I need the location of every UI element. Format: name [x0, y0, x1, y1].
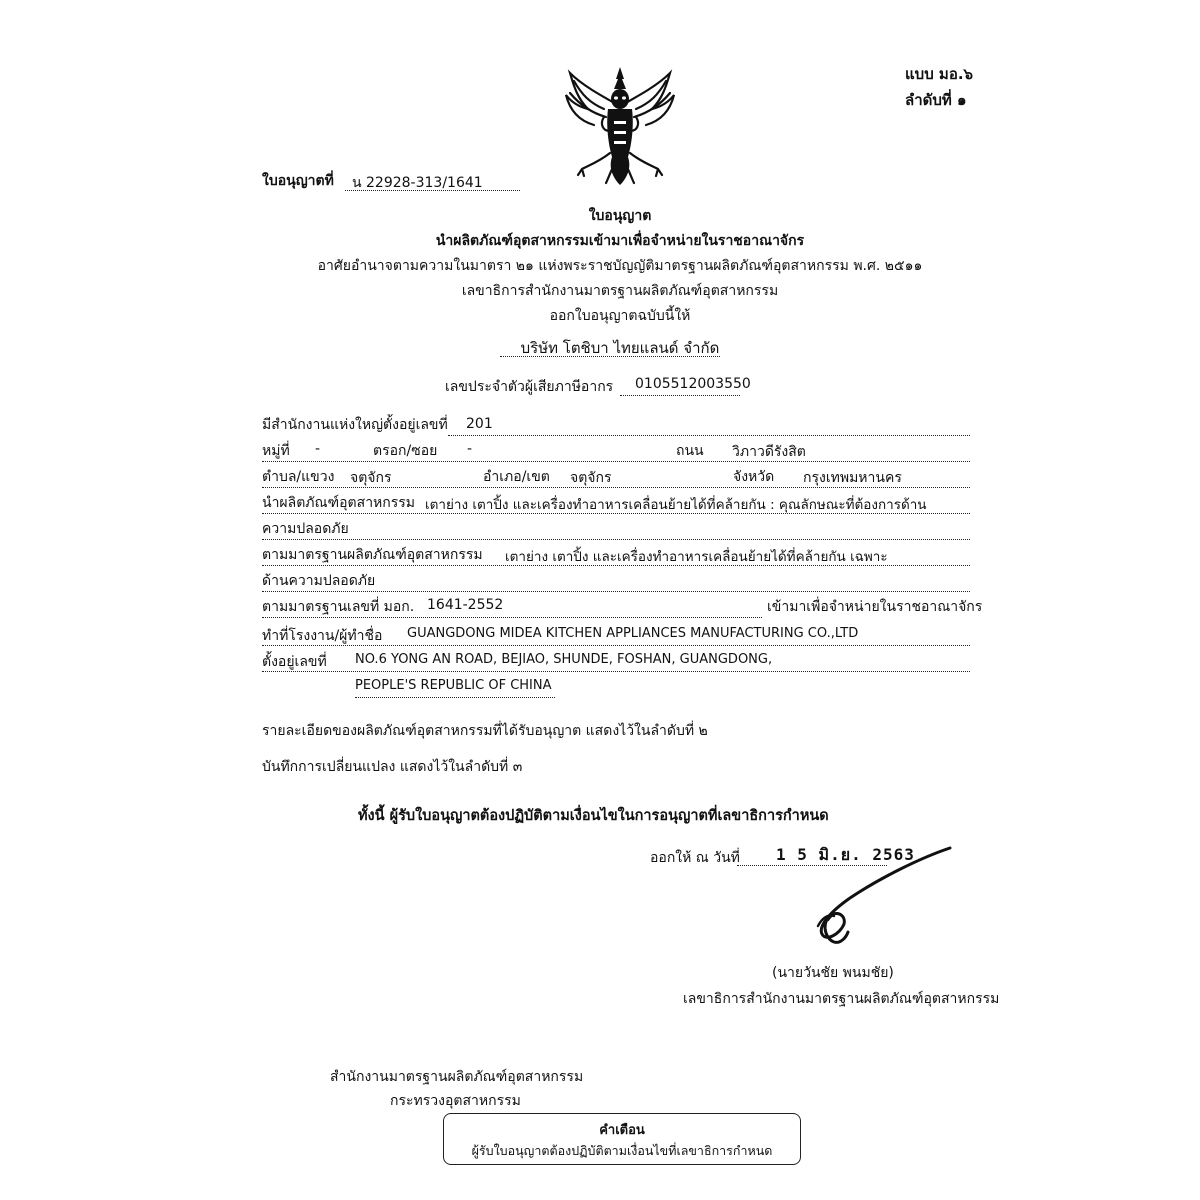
product-value-2: ความปลอดภัย: [262, 521, 349, 537]
warning-box: [443, 1113, 801, 1165]
soi-label: ตรอก/ซอย: [373, 443, 438, 459]
standard-value-1: เตาย่าง เตาปิ้ง และเครื่องทำอาหารเคลื่อนย้ายได้ที่คล้ายกัน เฉพาะ: [505, 549, 888, 565]
form-sequence: ลำดับที่ ๑: [905, 91, 967, 109]
issued-label: ออกให้ ณ วันที่: [650, 850, 740, 866]
subdistrict-label: ตำบล/แขวง: [262, 469, 335, 485]
province-label: จังหวัด: [733, 469, 775, 485]
product-line-1: [262, 513, 970, 514]
form-code: แบบ มอ.๖: [905, 65, 974, 83]
warning-text: ผู้รับใบอนุญาตต้องปฏิบัติตามเงื่อนไขที่เลขาธิการกำหนด: [471, 1143, 773, 1158]
standard-value-2: ด้านความปลอดภัย: [262, 573, 376, 589]
hq-value: 201: [466, 416, 493, 432]
tax-id-line: [620, 395, 740, 396]
title-line2: เลขาธิการสำนักงานมาตรฐานผลิตภัณฑ์อุตสาหกรรม: [461, 283, 779, 299]
changes-note: บันทึกการเปลี่ยนแปลง แสดงไว้ในลำดับที่ ๓: [262, 759, 523, 775]
tax-id-label: เลขประจำตัวผู้เสียภาษีอากร: [445, 379, 614, 395]
signer-position: เลขาธิการสำนักงานมาตรฐานผลิตภัณฑ์อุตสาหกรรม: [683, 991, 1000, 1007]
standard-label: ตามมาตรฐานผลิตภัณฑ์อุตสาหกรรม: [262, 547, 483, 563]
standard-line-2: [262, 591, 970, 592]
warning-title: คำเตือน: [599, 1123, 645, 1138]
signature-icon: [800, 838, 960, 948]
soi-value: -: [467, 441, 473, 457]
district-value: จตุจักร: [570, 470, 612, 486]
road-label: ถนน: [676, 443, 704, 459]
subdistrict-value: จตุจักร: [350, 470, 392, 486]
license-no-value: น 22928-313/1641: [352, 175, 483, 191]
district-label: อำเภอ/เขต: [483, 469, 550, 485]
moo-line: [262, 461, 970, 462]
factory-address-dotline-2: [355, 697, 555, 698]
province-value: กรุงเทพมหานคร: [803, 470, 902, 486]
standard-no-line: [262, 617, 762, 618]
factory-address-dotline-1: [262, 671, 970, 672]
factory-address-label: ตั้งอยู่เลขที่: [262, 654, 327, 670]
license-no-line: [345, 190, 520, 191]
hq-label: มีสำนักงานแห่งใหญ่ตั้งอยู่เลขที่: [262, 417, 448, 433]
company-name: บริษัท โตชิบา ไทยแลนด์ จำกัด: [520, 339, 720, 357]
title-line1: อาศัยอำนาจตามความในมาตรา ๒๑ แห่งพระราชบัญญัติมาตรฐานผลิตภัณฑ์อุตสาหกรรม พ.ศ. ๒๕๑๑: [317, 258, 923, 274]
condition-note: ทั้งนี้ ผู้รับใบอนุญาตต้องปฏิบัติตามเงื่อนไขในการอนุญาตที่เลขาธิการกำหนด: [358, 808, 829, 824]
standard-no-suffix: เข้ามาเพื่อจำหน่ายในราชอาณาจักร: [767, 599, 983, 615]
standard-line-1: [262, 565, 970, 566]
license-no-label: ใบอนุญาตที่: [262, 173, 334, 189]
product-line-2: [262, 539, 970, 540]
hq-line: [448, 435, 970, 436]
title-sub: นำผลิตภัณฑ์อุตสาหกรรมเข้ามาเพื่อจำหน่ายในราชอาณาจักร: [435, 233, 805, 249]
product-label: นำผลิตภัณฑ์อุตสาหกรรม: [262, 495, 416, 511]
factory-address-line-2: PEOPLE'S REPUBLIC OF CHINA: [355, 678, 552, 693]
factory-line: [262, 645, 970, 646]
garuda-emblem-icon: [560, 65, 680, 187]
road-value: วิภาวดีรังสิต: [732, 444, 806, 460]
subdistrict-line: [262, 487, 970, 488]
product-value-1: เตาย่าง เตาปิ้ง และเครื่องทำอาหารเคลื่อนย้ายได้ที่คล้ายกัน : คุณลักษณะที่ต้องการด้าน: [425, 497, 927, 513]
details-note: รายละเอียดของผลิตภัณฑ์อุตสาหกรรมที่ได้รับอนุญาต แสดงไว้ในลำดับที่ ๒: [262, 723, 708, 739]
moo-label: หมู่ที่: [262, 443, 290, 459]
factory-label: ทำที่โรงงาน/ผู้ทำชื่อ: [262, 628, 383, 644]
tax-id-value: 0105512003550: [635, 376, 751, 392]
standard-no-label: ตามมาตรฐานเลขที่ มอก.: [262, 599, 415, 615]
signer-name: (นายวันชัย พนมชัย): [772, 965, 894, 981]
standard-no-value: 1641-2552: [427, 597, 504, 613]
company-line: [500, 356, 720, 357]
issued-date-stamp: 1 5 มิ.ย. 2563: [776, 845, 915, 864]
factory-value: GUANGDONG MIDEA KITCHEN APPLIANCES MANUFACTURING CO.,LTD: [407, 626, 859, 641]
title-line3: ออกใบอนุญาตฉบับนี้ให้: [549, 308, 691, 324]
title-main: ใบอนุญาต: [588, 208, 652, 224]
office-line-2: กระทรวงอุตสาหกรรม: [390, 1093, 521, 1109]
factory-address-line-1: NO.6 YONG AN ROAD, BEJIAO, SHUNDE, FOSHAN, GUANGDONG,: [355, 652, 773, 667]
office-line-1: สำนักงานมาตรฐานผลิตภัณฑ์อุตสาหกรรม: [330, 1069, 584, 1085]
moo-value: -: [315, 441, 321, 457]
